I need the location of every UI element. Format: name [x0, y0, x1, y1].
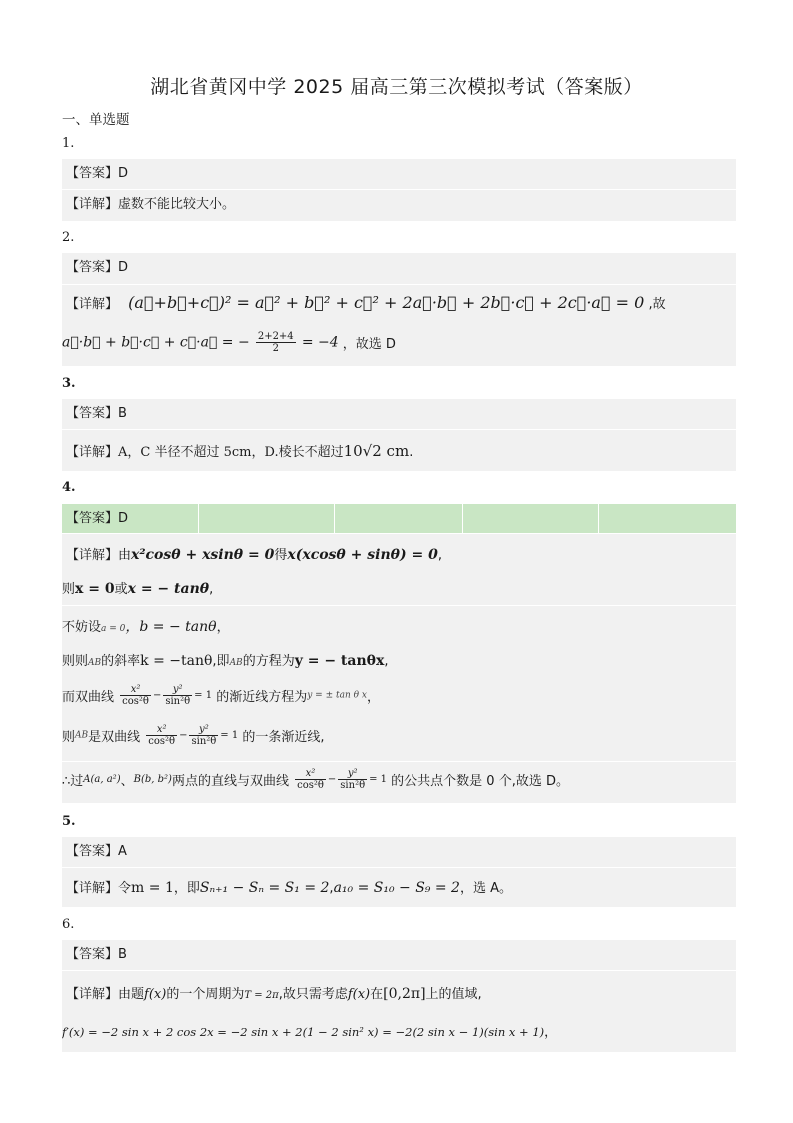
q4-line6-frac-x-num: x² — [146, 724, 177, 736]
q6-line1-period: T = 2π — [244, 990, 279, 1001]
q4-line5-text-c: ， — [366, 690, 380, 705]
q4-line1-text-a: 由 — [118, 548, 132, 563]
q4-line4-text-b: 的斜率 — [101, 654, 141, 669]
q4-line-4 — [62, 650, 388, 669]
q4-line5-eq: = 1 — [194, 690, 213, 701]
q2-equation-1: (a⃗+b⃗+c⃗)² = a⃗² + b⃗² + c⃗² + 2a⃗·b⃗ + 2b⃗·c⃗ + 2c⃗·a⃗ = 0 — [128, 293, 645, 312]
q4-line7-text-a: ∴过 — [62, 774, 84, 789]
q4-line5-minus: − — [152, 690, 162, 701]
q4-line7-frac-x-num: x² — [295, 768, 326, 780]
q5-answer-row — [62, 836, 736, 867]
grid-line — [598, 504, 599, 533]
q4-line3-eq1: a = 0 — [101, 624, 126, 634]
q4-detail-block-3 — [62, 761, 736, 803]
q4-line6-frac-y-den: sin²θ — [191, 736, 217, 747]
q4-line4-eq1: k = −tanθ — [140, 653, 213, 669]
q5-text-d: ，选 A。 — [459, 881, 512, 896]
q6-line1-text-b: 的一个周期为 — [166, 987, 245, 1002]
q4-line4-text-a: 则则 — [62, 654, 89, 669]
q5-eq1: m = 1 — [131, 880, 174, 896]
q4-line-6 — [62, 724, 325, 747]
question-number-3: 3. — [62, 376, 76, 391]
q2-equation-2-right: = −4 — [301, 334, 339, 351]
q5-text-b: ，即 — [173, 881, 200, 896]
q2-eq1-tail: ,故 — [648, 297, 666, 312]
q4-line5-frac-y-den: sin²θ — [165, 696, 191, 707]
q4-line1-eq1: x²cosθ + xsinθ = 0 — [131, 547, 275, 563]
q2-answer-row — [62, 252, 736, 284]
q1-detail-text: 虚数不能比较大小。 — [118, 197, 236, 212]
q4-line6-eq: = 1 — [220, 730, 239, 741]
grid-line — [198, 504, 199, 533]
q4-answer-row — [62, 503, 736, 533]
q6-answer: 【答案】B — [66, 947, 127, 962]
q6-detail-label: 【详解】 — [66, 987, 119, 1002]
q4-line7-point-b: B(b, b²) — [133, 774, 172, 785]
q4-line3-text-a: 不妨设 — [62, 620, 102, 635]
q4-line3-text-c: ， — [216, 620, 230, 635]
page-title: 湖北省黄冈中学 2025 届高三第三次模拟考试（答案版） — [150, 76, 643, 98]
q4-line1-eq2: x(xcosθ + sinθ) = 0 — [287, 547, 438, 563]
q6-line1-text-a: 由题 — [118, 987, 145, 1002]
q4-line6-frac-x — [146, 724, 177, 747]
q6-line-2 — [62, 1021, 557, 1040]
question-number-2: 2. — [62, 230, 75, 245]
q4-line4-eq2: y = − tanθx — [294, 653, 385, 669]
q3-detail-label: 【详解】 — [66, 445, 119, 460]
q2-frac-num: 2+2+4 — [257, 331, 294, 342]
q6-answer-row — [62, 939, 736, 970]
q6-line2-derivative: f′(x) = −2 sin x + 2 cos 2x = −2 sin x + 2(1 − 2 sin² x) = −2(2 sin x − 1)(sin x + 1) — [62, 1025, 545, 1039]
q5-text-a: 令 — [118, 881, 132, 896]
q4-line2-text-a: 则 — [62, 582, 76, 597]
q2-frac-den: 2 — [272, 343, 279, 354]
q5-detail-label: 【详解】 — [66, 881, 119, 896]
q4-line6-text-b: 是双曲线 — [88, 730, 141, 745]
q4-line5-frac-x — [120, 684, 151, 707]
q4-line2-eq1: x = 0 — [75, 581, 115, 597]
q4-line7-frac-y-den: sin²θ — [340, 780, 366, 791]
q4-line7-frac-y — [338, 768, 367, 791]
q4-line5-frac-x-den: cos²θ — [122, 696, 149, 707]
q5-eq3: a₁₀ = S₁₀ − S₉ = 2 — [333, 880, 460, 896]
q3-answer-row — [62, 398, 736, 429]
q4-line1-text-c: , — [437, 548, 442, 563]
question-number-6: 6. — [62, 917, 75, 932]
q1-detail-label: 【详解】 — [66, 197, 119, 212]
q5-answer: 【答案】A — [66, 844, 127, 859]
q5-text-c: , — [329, 881, 334, 896]
q4-detail-block-2 — [62, 605, 736, 761]
q4-line2-eq2: x = − tanθ — [127, 581, 210, 597]
q3-detail-row — [62, 429, 736, 471]
q6-line2-tail: ， — [544, 1025, 558, 1040]
q4-line5-asymptote: y = ± tan θ x — [307, 690, 367, 701]
q2-detail-label: 【详解】 — [66, 297, 119, 312]
q6-line1-text-c: ,故只需考虑 — [278, 987, 348, 1002]
q2-detail-row — [62, 284, 736, 366]
q4-line-1 — [66, 544, 442, 563]
q4-line7-frac-y-num: y² — [338, 768, 367, 780]
q4-line5-frac-y-num: y² — [163, 684, 192, 696]
q4-line4-ab2: AB — [229, 658, 243, 668]
q4-line3-eq2: ，b = − tanθ — [125, 619, 217, 635]
q4-line7-sep: 、 — [120, 774, 134, 789]
q2-eq2-tail: ，故选 D — [342, 337, 396, 352]
q3-answer: 【答案】B — [66, 406, 127, 421]
q4-line5-text-a: 而双曲线 — [62, 690, 115, 705]
q6-detail-row — [62, 970, 736, 1052]
q4-line-3 — [62, 616, 230, 636]
q4-line4-text-c: ,即 — [212, 654, 230, 669]
q4-answer: 【答案】D — [66, 511, 129, 526]
q6-line1-f2: f(x) — [347, 987, 371, 1002]
question-number-4: 4. — [62, 480, 76, 495]
q4-line1-text-b: 得 — [274, 548, 288, 563]
q6-line1-interval: [0,2π] — [383, 986, 426, 1002]
q4-line7-point-a: A(a, a²) — [83, 774, 121, 785]
q4-line4-ab: AB — [88, 658, 102, 668]
q2-equation-2-left: a⃗·b⃗ + b⃗·c⃗ + c⃗·a⃗ = − — [62, 334, 250, 351]
q4-line7-minus: − — [327, 774, 337, 785]
q4-line-2 — [62, 578, 213, 597]
q2-detail-line1 — [66, 293, 666, 312]
q1-answer: 【答案】D — [66, 166, 129, 181]
q3-detail-text: A，C 半径不超过 5cm，D.棱长不超过 — [118, 445, 344, 460]
question-number-1: 1. — [62, 136, 75, 151]
q4-line6-text-c: 的一条渐近线, — [242, 730, 325, 745]
q4-line7-eq: = 1 — [369, 774, 388, 785]
q4-line2-text-b: 或 — [114, 582, 128, 597]
q2-answer: 【答案】D — [66, 260, 129, 275]
q4-line2-text-c: , — [209, 582, 214, 597]
q4-line7-frac-x — [295, 768, 326, 791]
q6-line1-text-e: 上的值域, — [425, 987, 482, 1002]
q4-line6-frac-x-den: cos²θ — [148, 736, 176, 747]
q6-line-1 — [66, 983, 482, 1002]
q4-line7-frac-x-den: cos²θ — [297, 780, 324, 791]
q4-line5-frac-y — [163, 684, 192, 707]
q3-detail-period: . — [409, 445, 414, 460]
q4-line7-text-c: 的公共点个数是 0 个,故选 D。 — [391, 774, 569, 789]
q5-eq2: Sₙ₊₁ − Sₙ = S₁ = 2 — [199, 880, 330, 896]
q4-detail-block-1 — [62, 533, 736, 605]
q4-line6-text-a: 则 — [62, 730, 76, 745]
q4-line6-ab: AB — [75, 730, 89, 741]
q4-line6-frac-y-num: y² — [189, 724, 218, 736]
q1-answer-row — [62, 158, 736, 189]
question-number-5: 5. — [62, 814, 76, 829]
q4-line7-text-b: 两点的直线与双曲线 — [171, 774, 289, 789]
q2-equation-2-fraction — [256, 331, 296, 354]
q6-line1-text-d: 在 — [370, 987, 384, 1002]
q4-line6-minus: − — [179, 730, 188, 741]
q4-detail-label: 【详解】 — [66, 548, 119, 563]
q4-line6-frac-y — [189, 724, 218, 747]
q4-line5-text-b: 的渐近线方程为 — [216, 690, 308, 705]
q3-detail-length: 10√2 cm — [343, 442, 410, 460]
q4-line4-text-e: , — [384, 654, 389, 669]
q4-line5-frac-x-num: x² — [120, 684, 151, 696]
section-heading: 一、单选题 — [62, 112, 130, 128]
q6-line1-f: f(x) — [144, 987, 167, 1002]
q4-line-5 — [62, 684, 380, 707]
q2-detail-line2 — [62, 331, 396, 354]
grid-line — [334, 504, 335, 533]
q5-detail-row — [62, 867, 736, 907]
q4-line-7 — [62, 768, 569, 791]
q4-line4-text-d: 的方程为 — [242, 654, 295, 669]
grid-line — [462, 504, 463, 533]
q1-detail-row — [62, 189, 736, 221]
